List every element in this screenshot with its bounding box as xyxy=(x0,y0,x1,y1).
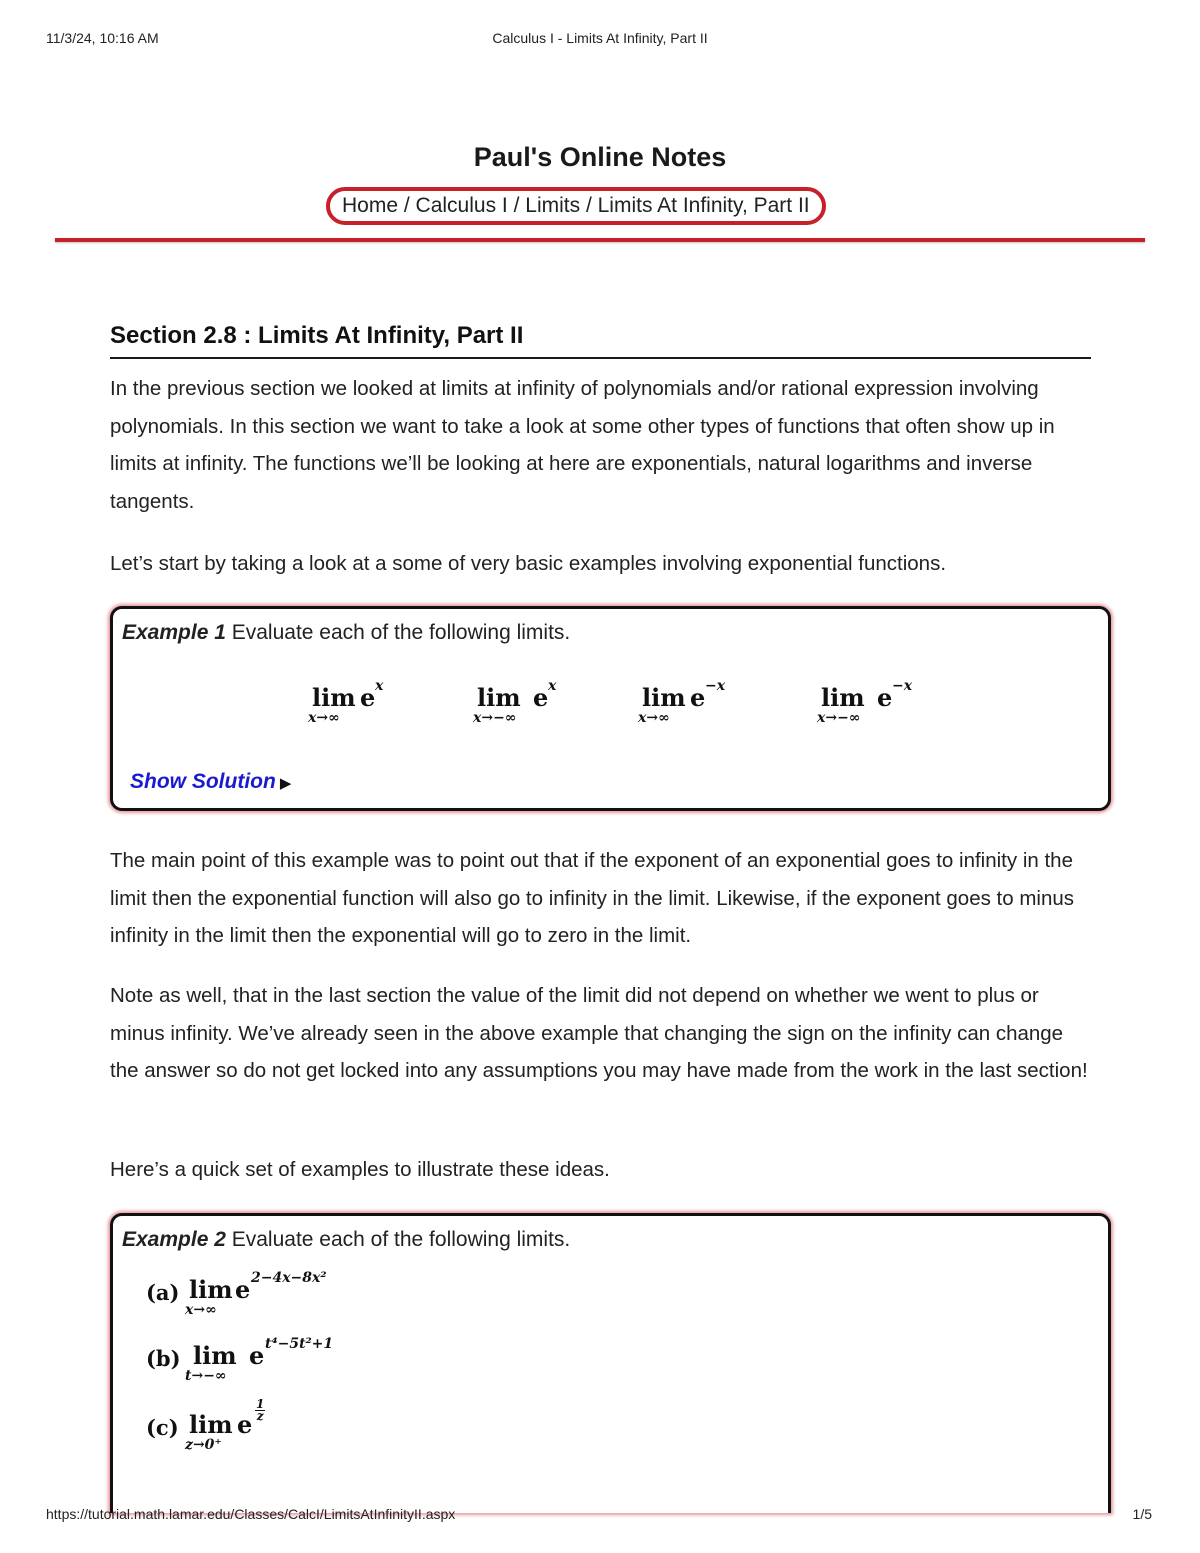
example-2-heading xyxy=(122,1228,570,1252)
limit-3 xyxy=(638,678,726,726)
breadcrumb-separator: / xyxy=(507,194,526,217)
print-date: 11/3/24, 10:16 AM xyxy=(46,30,159,46)
limit-1 xyxy=(308,678,384,726)
exp-power: 2−4x−8x² xyxy=(251,1270,327,1286)
intro-paragraph: In the previous section we looked at limits at infinity of polynomials and/or rational expression involving polynomials. In this section we want to take a look at some other types of functions that often show up in limits at infinity. The functions we’ll be looking at here are exponentials, natural logarithms and inverse tangents. xyxy=(110,377,1055,513)
lim-subscript: x→∞ xyxy=(308,710,340,726)
section-title: Section 2.8 : Limits At Infinity, Part II xyxy=(110,322,524,349)
caret-right-icon[interactable]: ▶ xyxy=(279,775,292,792)
lim-subscript: t→−∞ xyxy=(185,1368,227,1384)
exp-base: e xyxy=(533,683,549,712)
limit-2 xyxy=(473,678,557,726)
examples-intro-paragraph: Here’s a quick set of examples to illustrate these ideas. xyxy=(110,1158,610,1181)
exp-power: x xyxy=(375,678,384,694)
lim-subscript: x→−∞ xyxy=(473,710,517,726)
exp-base: e xyxy=(877,683,893,712)
lim-subscript: x→∞ xyxy=(185,1302,217,1318)
lim-word: lim xyxy=(312,683,356,712)
part-b-label: (b) xyxy=(146,1346,181,1371)
print-url: https://tutorial.math.lamar.edu/Classes/CalcI/LimitsAtInfinityII.aspx xyxy=(46,1506,456,1522)
exp-power: −x xyxy=(892,678,913,694)
lim-subscript: x→∞ xyxy=(638,710,670,726)
part-a-label: (a) xyxy=(146,1280,180,1305)
lim-word: lim xyxy=(189,1410,233,1439)
breadcrumb-current[interactable]: Limits At Infinity, Part II xyxy=(597,194,810,217)
show-solution-toggle[interactable] xyxy=(130,770,291,794)
exp-base: e xyxy=(360,683,376,712)
part-a-limit xyxy=(185,1270,327,1318)
exp-power: t⁴−5t²+1 xyxy=(265,1336,334,1352)
lead-in-paragraph: Let’s start by taking a look at a some of very basic examples involving exponential functions. xyxy=(110,552,947,575)
sign-note-paragraph: Note as well, that in the last section the value of the limit did not depend on whether we went to plus or minus infinity. We’ve already seen in the above example that changing the sign on the infinity can change the answer so do not get locked into any assumptions you may have made from the work in the last section! xyxy=(110,984,1088,1082)
lim-word: lim xyxy=(821,683,865,712)
section-divider xyxy=(110,357,1091,359)
fraction-denominator: z xyxy=(256,1409,264,1423)
lim-word: lim xyxy=(642,683,686,712)
example-1-discussion: The main point of this example was to point out that if the exponent of an exponential goes to infinity in the limit then the exponential function will also go to infinity in the limit. Likewise, if the exponent goes to minus infinity in the limit then the exponential will go to zero in the limit. xyxy=(110,849,1075,947)
part-b-limit xyxy=(185,1336,334,1384)
part-c-limit xyxy=(185,1397,265,1453)
lim-word: lim xyxy=(477,683,521,712)
header-divider xyxy=(55,238,1145,242)
breadcrumb-home[interactable]: Home xyxy=(342,194,399,217)
breadcrumb-separator: / xyxy=(398,194,416,217)
lim-word: lim xyxy=(189,1275,233,1304)
fraction-numerator: 1 xyxy=(256,1397,265,1411)
example-2-box xyxy=(110,1213,1111,1513)
example-1-box xyxy=(110,606,1111,811)
exp-power xyxy=(255,1399,265,1422)
breadcrumb-separator: / xyxy=(580,194,598,217)
breadcrumb-calculus-i[interactable]: Calculus I xyxy=(415,194,508,217)
part-c-label: (c) xyxy=(146,1415,179,1440)
exp-base: e xyxy=(235,1275,251,1304)
example-2-label: Example 2 xyxy=(122,1228,226,1251)
example-1-label: Example 1 xyxy=(122,621,226,644)
exp-base: e xyxy=(237,1410,253,1439)
breadcrumb-limits[interactable]: Limits xyxy=(525,194,581,217)
lim-subscript: z→0⁺ xyxy=(185,1437,222,1453)
show-solution-label[interactable]: Show Solution xyxy=(130,770,276,793)
example-1-heading xyxy=(122,621,570,645)
exp-fraction xyxy=(255,1399,265,1422)
exp-power: −x xyxy=(705,678,726,694)
exp-power: x xyxy=(548,678,557,694)
exp-base: e xyxy=(690,683,706,712)
lim-subscript: x→−∞ xyxy=(817,710,861,726)
exp-base: e xyxy=(249,1341,265,1370)
example-1-prompt: Evaluate each of the following limits. xyxy=(231,621,571,644)
limit-4 xyxy=(817,678,913,726)
site-title[interactable]: Paul's Online Notes xyxy=(473,142,727,172)
print-title: Calculus I - Limits At Infinity, Part II xyxy=(492,30,708,46)
lim-word: lim xyxy=(193,1341,237,1370)
breadcrumb xyxy=(326,187,826,225)
example-2-prompt: Evaluate each of the following limits. xyxy=(231,1228,571,1251)
print-page-number: 1/5 xyxy=(1132,1506,1152,1522)
